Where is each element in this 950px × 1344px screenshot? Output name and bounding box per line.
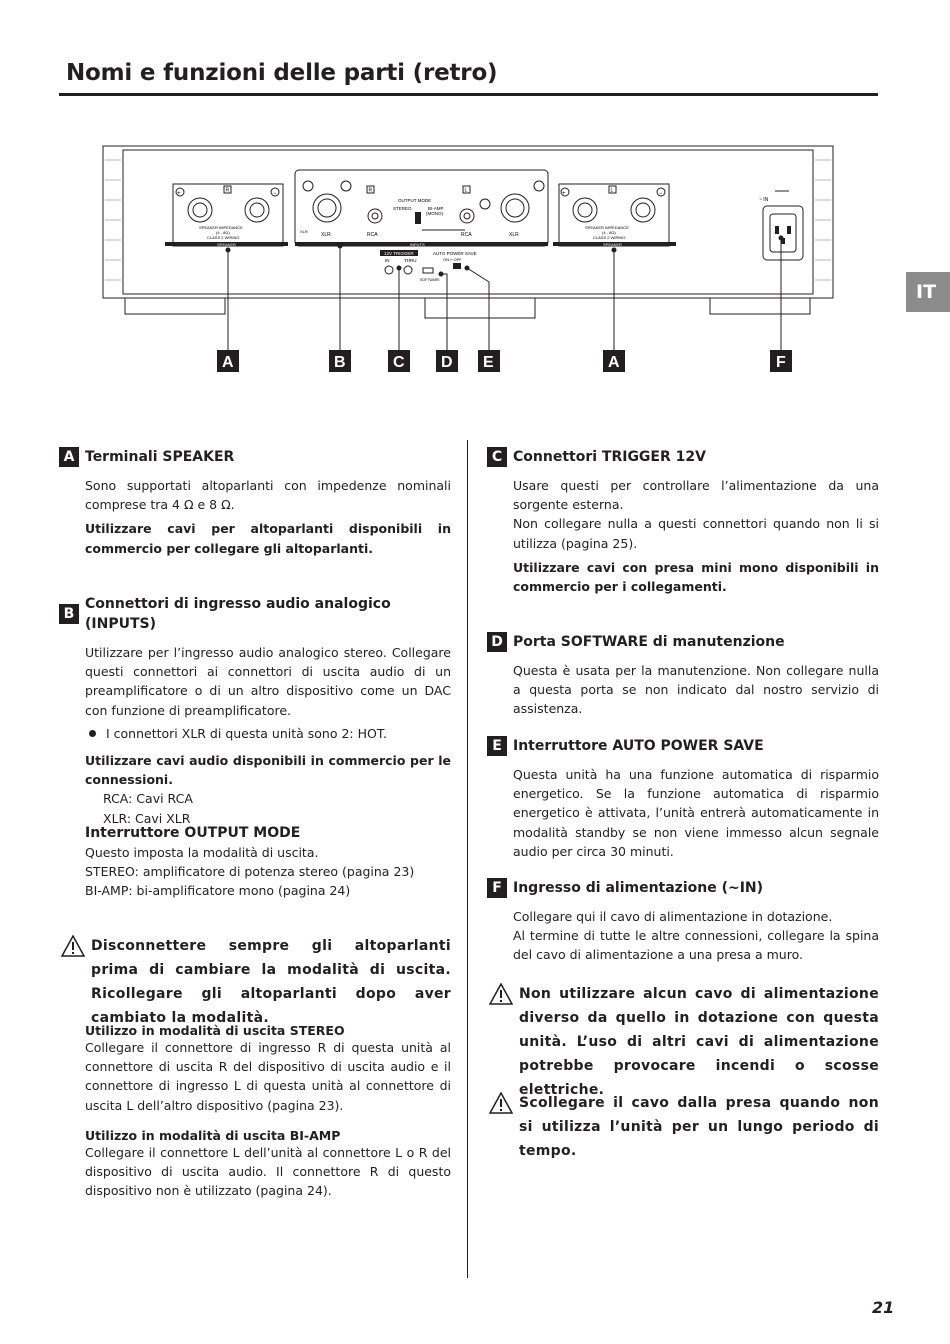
bold-note: Utilizzare cavi audio disponibili in commercio per le connessioni. bbox=[85, 753, 451, 788]
cable-rca: RCA: Cavi RCA bbox=[103, 791, 193, 807]
svg-text:~ IN: ~ IN bbox=[759, 197, 769, 203]
paragraph: Sono supportati altoparlanti con impedenze nominali comprese tra 4 Ω e 8 Ω. bbox=[85, 478, 451, 513]
paragraph: Questo imposta la modalità di uscita. bbox=[85, 845, 319, 860]
paragraph: Collegare qui il cavo di alimentazione in dotazione. bbox=[513, 909, 833, 924]
warning-output-mode: Disconnettere sempre gli altoparlanti prima di cambiare la modalità di uscita. Ricollegare gli altoparlanti dopo aver cambiato la modalità. bbox=[61, 934, 451, 1030]
svg-text:BI-AMP: BI-AMP bbox=[428, 206, 444, 211]
svg-text:(4 - 8Ω): (4 - 8Ω) bbox=[216, 230, 230, 235]
biamp-usage bbox=[85, 1128, 451, 1201]
callout-a-left: A bbox=[222, 354, 234, 371]
page-title: Nomi e funzioni delle parti (retro) bbox=[66, 60, 498, 86]
subsection-heading: Utilizzo in modalità di uscita BI-AMP bbox=[85, 1128, 341, 1143]
svg-text:L: L bbox=[464, 187, 468, 194]
svg-text:+: + bbox=[177, 191, 181, 197]
page-number: 21 bbox=[872, 1298, 895, 1317]
paragraph: Collegare il connettore L dell’unità al connettore L o R del dispositivo di uscita audio. Il connettore R di questo dispositivo non è utilizzato (pagina 24). bbox=[85, 1145, 451, 1199]
paragraph: STEREO: amplificatore di potenza stereo (pagina 23) bbox=[85, 864, 415, 880]
svg-text:(4 - 8Ω): (4 - 8Ω) bbox=[602, 230, 616, 235]
svg-text:12V TRIGGER: 12V TRIGGER bbox=[384, 251, 414, 256]
section-badge: D bbox=[487, 632, 507, 652]
warning-icon bbox=[61, 935, 85, 957]
svg-text:R: R bbox=[225, 187, 230, 194]
warning-power-cord: Non utilizzare alcun cavo di alimentazione diverso da quello in dotazione con questa unità. L’uso di altri cavi di alimentazione potrebbe provocare incendi o scosse elettriche. bbox=[489, 982, 879, 1102]
callout-a-right: A bbox=[608, 354, 620, 371]
section-a bbox=[59, 447, 451, 558]
svg-text:−: − bbox=[659, 191, 663, 197]
trigger-and-controls bbox=[380, 250, 477, 282]
section-a-heading: A Terminali SPEAKER bbox=[59, 447, 451, 467]
svg-text:SPEAKER: SPEAKER bbox=[603, 242, 622, 247]
svg-text:SPEAKER: SPEAKER bbox=[217, 242, 236, 247]
subsection-heading: Interruttore OUTPUT MODE bbox=[85, 825, 301, 841]
speaker-terminals-right bbox=[553, 184, 676, 247]
paragraph: Questa è usata per la manutenzione. Non collegare nulla a questa porta se non indicato dal nostro servizio di assistenza. bbox=[513, 663, 879, 717]
svg-text:XLR: XLR bbox=[321, 232, 331, 238]
warning-icon bbox=[489, 1092, 513, 1114]
section-c-heading: C Connettori TRIGGER 12V bbox=[487, 447, 879, 467]
svg-text:THRU: THRU bbox=[404, 258, 417, 263]
svg-text:OUTPUT MODE: OUTPUT MODE bbox=[398, 198, 432, 203]
language-tab: IT bbox=[906, 272, 950, 312]
paragraph: Al termine di tutte le altre connessioni, collegare la spina del cavo di alimentazione a una presa a muro. bbox=[513, 928, 879, 963]
section-e bbox=[487, 736, 879, 861]
warning-unplug: Scollegare il cavo dalla presa quando non si utilizza l’unità per un lungo periodo di tempo. bbox=[489, 1091, 879, 1163]
svg-text:CLASS 2 WIRING: CLASS 2 WIRING bbox=[207, 235, 240, 240]
svg-text:SPEAKER IMPEDANCE: SPEAKER IMPEDANCE bbox=[585, 225, 629, 230]
svg-text:RCA: RCA bbox=[367, 232, 378, 238]
callout-c: C bbox=[393, 354, 405, 371]
paragraph: Collegare il connettore di ingresso R di questa unità al connettore di uscita R del dispositivo di uscita audio e il connettore di ingresso L di questa unità al connettore di uscita L dell’altro dispositivo (pagina 23). bbox=[85, 1040, 451, 1113]
section-f bbox=[487, 878, 879, 965]
paragraph: Questa unità ha una funzione automatica di risparmio energetico. Se la funzione automatica di risparmio energetico è attivata, l’unità entrerà automaticamente in modalità standby se non viene immesso alcun segnale audio per circa 30 minuti. bbox=[513, 767, 879, 859]
section-c bbox=[487, 447, 879, 596]
callout-b: B bbox=[334, 354, 346, 371]
stereo-usage bbox=[85, 1023, 451, 1115]
svg-text:(MONO): (MONO) bbox=[426, 211, 443, 216]
section-badge: E bbox=[487, 736, 507, 756]
chassis-outline bbox=[103, 146, 833, 298]
svg-text:R: R bbox=[368, 187, 373, 194]
svg-text:XLR: XLR bbox=[509, 232, 519, 238]
section-d bbox=[487, 632, 879, 719]
section-badge: B bbox=[59, 604, 79, 624]
bullet-icon bbox=[89, 730, 96, 737]
column-divider bbox=[467, 440, 468, 1278]
svg-text:ON ⌐ OFF: ON ⌐ OFF bbox=[443, 257, 462, 262]
section-f-heading: F Ingresso di alimentazione (~IN) bbox=[487, 878, 879, 898]
svg-text:XLR: XLR bbox=[300, 229, 308, 234]
svg-text:L: L bbox=[610, 187, 614, 194]
rear-panel-diagram bbox=[95, 140, 840, 380]
svg-text:RCA: RCA bbox=[461, 232, 472, 238]
inputs-panel bbox=[295, 170, 548, 247]
section-badge: F bbox=[487, 878, 507, 898]
callout-d: D bbox=[441, 354, 453, 371]
paragraph: Usare questi per controllare l’alimentazione da una sorgente esterna. bbox=[513, 478, 879, 513]
section-d-heading: D Porta SOFTWARE di manutenzione bbox=[487, 632, 879, 652]
callout-e: E bbox=[483, 354, 494, 371]
speaker-terminals-left bbox=[165, 184, 288, 247]
svg-text:−: − bbox=[273, 191, 277, 197]
section-b bbox=[59, 594, 451, 828]
svg-text:+: + bbox=[562, 191, 566, 197]
section-badge: C bbox=[487, 447, 507, 467]
svg-text:IN: IN bbox=[385, 258, 390, 263]
svg-text:SPEAKER IMPEDANCE: SPEAKER IMPEDANCE bbox=[199, 225, 243, 230]
paragraph: Non collegare nulla a questi connettori quando non li si utilizza (pagina 25). bbox=[513, 516, 879, 551]
subsection-heading: Utilizzo in modalità di uscita STEREO bbox=[85, 1023, 345, 1038]
section-b-heading: B Connettori di ingresso audio analogico (INPUTS) bbox=[59, 594, 451, 634]
paragraph: Utilizzare per l’ingresso audio analogico stereo. Collegare questi connettori ai connettori di uscita audio di un preamplificatore o di un altro dispositivo come un DAC con funzione di preamplificatore. bbox=[85, 645, 451, 718]
bold-note: Utilizzare cavi con presa mini mono disponibili in commercio per i collegamenti. bbox=[513, 559, 879, 595]
section-badge: A bbox=[59, 447, 79, 467]
svg-text:CLASS 2 WIRING: CLASS 2 WIRING bbox=[593, 235, 626, 240]
svg-text:STEREO: STEREO bbox=[393, 206, 412, 211]
bold-note: Utilizzare cavi per altoparlanti disponibili in commercio per collegare gli altoparlanti. bbox=[85, 521, 451, 556]
section-e-heading: E Interruttore AUTO POWER SAVE bbox=[487, 736, 879, 756]
svg-text:AUTO POWER SAVE: AUTO POWER SAVE bbox=[433, 251, 477, 256]
title-rule bbox=[59, 93, 878, 96]
svg-text:SOFTWARE: SOFTWARE bbox=[420, 278, 440, 282]
output-mode-subsection bbox=[85, 823, 451, 901]
warning-icon bbox=[489, 983, 513, 1005]
callout-f: F bbox=[776, 354, 786, 371]
bullet-item: I connettori XLR di questa unità sono 2: HOT. bbox=[85, 724, 451, 743]
svg-text:INPUTS: INPUTS bbox=[410, 242, 425, 247]
paragraph: BI-AMP: bi-amplificatore mono (pagina 24) bbox=[85, 883, 351, 899]
cable-xlr: XLR: Cavi XLR bbox=[103, 810, 191, 826]
